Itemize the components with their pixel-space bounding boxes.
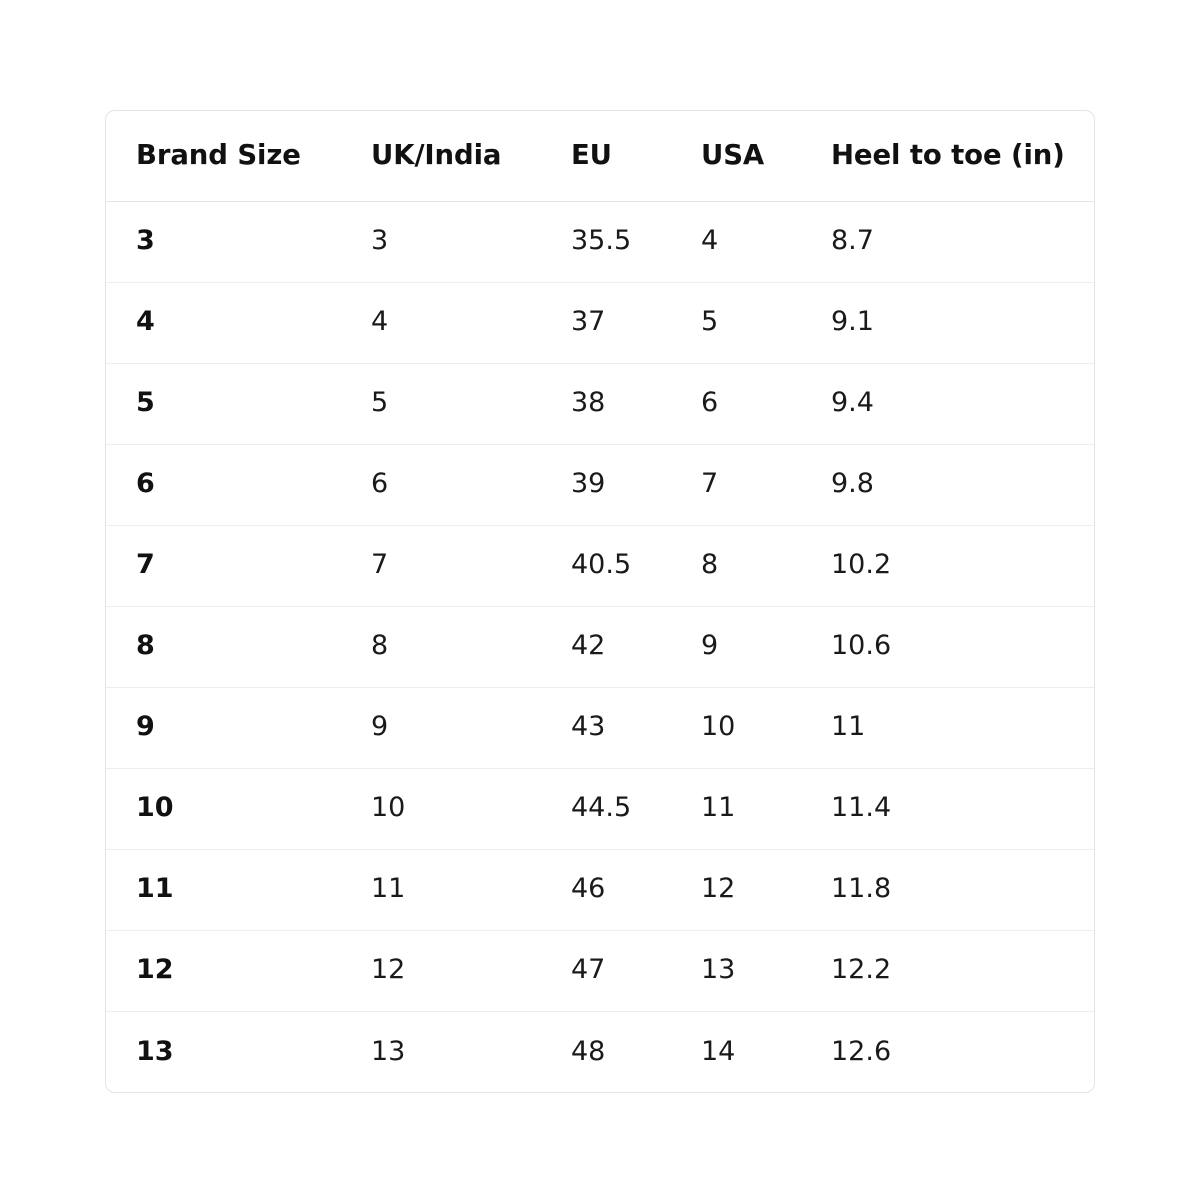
cell-heel-to-toe: 12.6 bbox=[831, 1035, 892, 1067]
table-row bbox=[106, 444, 1094, 525]
table-row bbox=[106, 687, 1094, 768]
cell-uk-india: 12 bbox=[341, 930, 541, 1011]
cell-heel-to-toe: 9.8 bbox=[801, 444, 1094, 525]
cell-usa: 6 bbox=[671, 363, 801, 444]
cell-brand-size: 13 bbox=[136, 1035, 174, 1067]
cell-usa: 13 bbox=[671, 930, 801, 1011]
table-header-row bbox=[106, 111, 1094, 201]
cell-brand-size: 9 bbox=[106, 687, 341, 768]
cell-brand-size: 8 bbox=[106, 606, 341, 687]
cell-usa: 5 bbox=[671, 282, 801, 363]
cell-brand-size: 7 bbox=[106, 525, 341, 606]
cell-heel-to-toe: 8.7 bbox=[801, 201, 1094, 282]
table-row bbox=[106, 930, 1094, 1011]
cell-usa: 4 bbox=[671, 201, 801, 282]
cell-eu: 47 bbox=[541, 930, 671, 1011]
cell-uk-india: 3 bbox=[341, 201, 541, 282]
column-header-heel-to-toe: Heel to toe (in) bbox=[801, 111, 1094, 201]
cell-eu: 43 bbox=[541, 687, 671, 768]
cell-brand-size: 10 bbox=[106, 768, 341, 849]
cell-uk-india: 11 bbox=[341, 849, 541, 930]
cell-usa: 10 bbox=[671, 687, 801, 768]
cell-uk-india: 6 bbox=[341, 444, 541, 525]
cell-eu: 37 bbox=[541, 282, 671, 363]
cell-brand-size: 12 bbox=[106, 930, 341, 1011]
cell-heel-to-toe: 11.8 bbox=[801, 849, 1094, 930]
cell-uk-india: 13 bbox=[371, 1035, 406, 1067]
cell-heel-to-toe: 9.1 bbox=[801, 282, 1094, 363]
cell-heel-to-toe: 11 bbox=[801, 687, 1094, 768]
cell-eu: 46 bbox=[541, 849, 671, 930]
table-row bbox=[106, 606, 1094, 687]
cell-usa: 12 bbox=[671, 849, 801, 930]
cell-uk-india: 8 bbox=[341, 606, 541, 687]
cell-usa: 7 bbox=[671, 444, 801, 525]
table-row bbox=[106, 1011, 1094, 1092]
cell-usa: 14 bbox=[701, 1035, 736, 1067]
table-row bbox=[106, 525, 1094, 606]
column-header-uk-india: UK/India bbox=[341, 111, 541, 201]
table-row bbox=[106, 363, 1094, 444]
table-row bbox=[106, 282, 1094, 363]
cell-uk-india: 4 bbox=[341, 282, 541, 363]
cell-usa: 11 bbox=[671, 768, 801, 849]
cell-heel-to-toe: 10.2 bbox=[801, 525, 1094, 606]
cell-brand-size: 11 bbox=[106, 849, 341, 930]
cell-eu: 35.5 bbox=[541, 201, 671, 282]
cell-eu: 44.5 bbox=[541, 768, 671, 849]
table-row bbox=[106, 768, 1094, 849]
cell-uk-india: 9 bbox=[341, 687, 541, 768]
cell-usa: 9 bbox=[671, 606, 801, 687]
column-header-eu: EU bbox=[541, 111, 671, 201]
cell-heel-to-toe: 10.6 bbox=[801, 606, 1094, 687]
cell-heel-to-toe: 12.2 bbox=[801, 930, 1094, 1011]
cell-brand-size: 3 bbox=[106, 201, 341, 282]
cell-eu: 40.5 bbox=[541, 525, 671, 606]
cell-brand-size: 4 bbox=[106, 282, 341, 363]
table-body bbox=[106, 201, 1094, 1092]
cell-brand-size: 6 bbox=[106, 444, 341, 525]
table-row bbox=[106, 201, 1094, 282]
cell-eu: 48 bbox=[571, 1035, 606, 1067]
cell-brand-size: 5 bbox=[106, 363, 341, 444]
cell-uk-india: 5 bbox=[341, 363, 541, 444]
cell-uk-india: 10 bbox=[341, 768, 541, 849]
size-chart-table bbox=[106, 111, 1094, 1092]
size-chart-card bbox=[105, 110, 1095, 1093]
column-header-brand-size: Brand Size bbox=[106, 111, 341, 201]
cell-uk-india: 7 bbox=[341, 525, 541, 606]
cell-eu: 38 bbox=[541, 363, 671, 444]
column-header-usa: USA bbox=[671, 111, 801, 201]
cell-usa: 8 bbox=[671, 525, 801, 606]
table-row bbox=[106, 849, 1094, 930]
table-header bbox=[106, 111, 1094, 201]
cell-eu: 39 bbox=[541, 444, 671, 525]
cell-heel-to-toe: 11.4 bbox=[801, 768, 1094, 849]
cell-heel-to-toe: 9.4 bbox=[801, 363, 1094, 444]
cell-eu: 42 bbox=[541, 606, 671, 687]
